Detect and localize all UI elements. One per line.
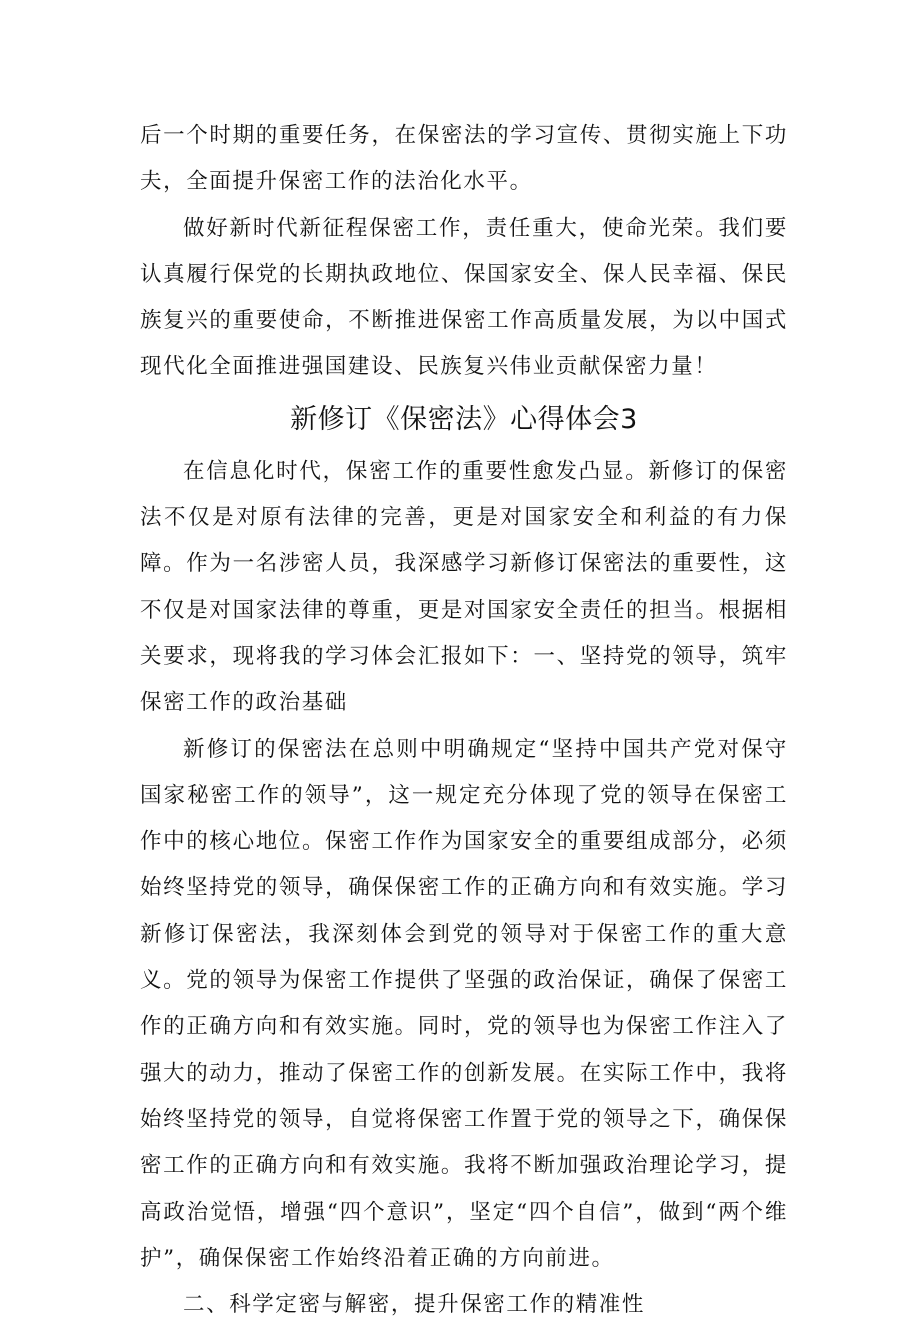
paragraph-section-two-heading: 二、科学定密与解密，提升保密工作的精准性 xyxy=(183,1292,646,1318)
paragraph-intro: 在信息化时代，保密工作的重要性愈发凸显。新修订的保密法不仅是对原有法律的完善，更是对国家安全和利益的有力保障。作为一名涉密人员，我深感学习新修订保密法的重要性，这不仅是对国家法律的尊重，更是对国家安全责任的担当。根据相关要求，现将我的学习体会汇报如下：一、坚持党的领导，筑牢保密工作的政治基础 xyxy=(140,458,788,716)
section-title: 新修订《保密法》心得体会3 xyxy=(290,403,638,435)
paragraph-party-leadership: 新修订的保密法在总则中明确规定“坚持中国共产党对保守国家秘密工作的领导”，这一规定充分体现了党的领导在保密工作中的核心地位。保密工作作为国家安全的重要组成部分，必须始终坚持党的领导，确保保密工作的正确方向和有效实施。学习新修订保密法，我深刻体会到党的领导对于保密工作的重大意义。党的领导为保密工作提供了坚强的政治保证，确保了保密工作的正确方向和有效实施。同时，党的领导也为保密工作注入了强大的动力，推动了保密工作的创新发展。在实际工作中，我将始终坚持党的领导，自觉将保密工作置于党的领导之下，确保保密工作的正确方向和有效实施。我将不断加强政治理论学习，提高政治觉悟，增强“四个意识”，坚定“四个自信”，做到“两个维护”，确保保密工作始终沿着正确的方向前进。 xyxy=(140,736,788,1271)
document-body xyxy=(140,113,788,1328)
paragraph-mission: 做好新时代新征程保密工作，责任重大，使命光荣。我们要认真履行保党的长期执政地位、保国家安全、保人民幸福、保民族复兴的重要使命，不断推进保密工作高质量发展，为以中国式现代化全面推进强国建设、民族复兴伟业贡献保密力量！ xyxy=(140,215,788,380)
paragraph-continuation: 后一个时期的重要任务，在保密法的学习宣传、贯彻实施上下功夫，全面提升保密工作的法治化水平。 xyxy=(140,123,788,195)
